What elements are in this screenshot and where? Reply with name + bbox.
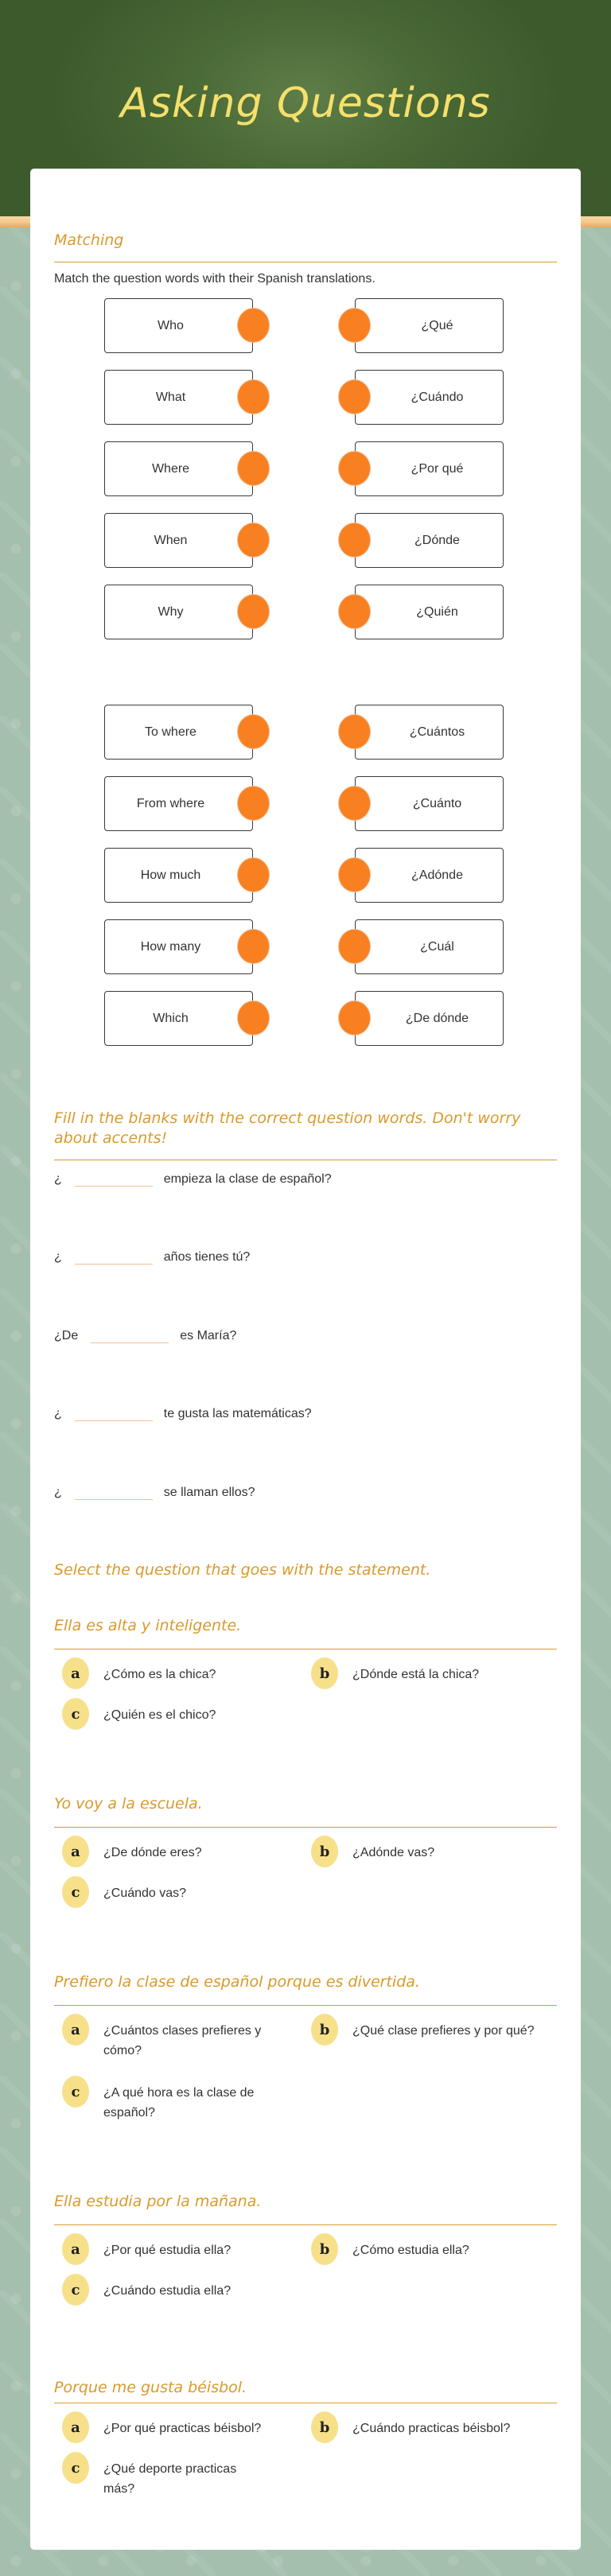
match-connector-dot[interactable] [237,714,270,749]
match-item-right[interactable]: ¿Qué [355,298,504,353]
option-letter-badge: a [62,1657,89,1689]
match-item-left[interactable]: Who [104,298,253,353]
option-a[interactable]: a ¿Cómo es la chica? [62,1657,278,1689]
question-statement: Prefiero la clase de español porque es divertida. [54,1973,420,1991]
match-connector-dot[interactable] [338,1000,371,1035]
option-c[interactable]: c ¿Cuándo estudia ella? [62,2274,278,2306]
match-connector-dot[interactable] [237,857,270,892]
match-connector-dot[interactable] [237,1000,270,1035]
match-item-left[interactable]: Why [104,585,253,639]
match-item-right[interactable]: ¿Quién [355,585,504,639]
fill-blank-row: ¿ empieza la clase de español? [54,1169,332,1187]
section-title-matching: Matching [54,231,124,249]
option-letter-badge: a [62,2411,89,2443]
option-letter-badge: a [62,1836,89,1867]
option-letter-badge: c [62,2452,89,2484]
option-b[interactable]: b ¿Cuándo practicas béisbol? [311,2411,575,2443]
question-statement: Ella es alta y inteligente. [54,1617,242,1634]
match-item-right[interactable]: ¿De dónde [355,991,504,1046]
option-c[interactable]: c ¿Cuándo vas? [62,1876,278,1908]
match-item-left[interactable]: Where [104,441,253,496]
worksheet-card [30,169,581,2550]
option-b[interactable]: b ¿Adónde vas? [311,1836,559,1867]
match-item-right[interactable]: ¿Adónde [355,848,504,903]
section-title-select: Select the question that goes with the statement. [54,1561,431,1579]
match-connector-dot[interactable] [237,523,270,558]
option-letter-badge: c [62,2076,89,2108]
option-letter-badge: b [311,1657,338,1689]
option-a[interactable]: a ¿Por qué estudia ella? [62,2233,278,2265]
section-divider [54,2224,557,2225]
match-connector-dot[interactable] [237,379,270,414]
fill-blank-row: ¿ te gusta las matemáticas? [54,1404,312,1421]
question-statement: Ella estudia por la mañana. [54,2193,262,2210]
match-item-right[interactable]: ¿Cuál [355,919,504,974]
question-statement: Porque me gusta béisbol. [54,2379,247,2396]
match-item-right[interactable]: ¿Dónde [355,513,504,568]
match-connector-dot[interactable] [338,929,371,964]
match-connector-dot[interactable] [338,308,371,343]
blank-input[interactable] [91,1326,169,1343]
match-connector-dot[interactable] [338,714,371,749]
match-item-left[interactable]: What [104,370,253,425]
fill-blank-row: ¿ se llaman ellos? [54,1482,255,1500]
option-b[interactable]: b ¿Qué clase prefieres y por qué? [311,2014,543,2046]
section-divider [54,2005,557,2006]
matching-instruction: Match the question words with their Spanish translations. [54,272,376,286]
option-letter-badge: b [311,2233,338,2265]
match-item-left[interactable]: When [104,513,253,568]
option-b[interactable]: b ¿Cómo estudia ella? [311,2233,559,2265]
option-a[interactable]: a ¿Por qué practicas béisbol? [62,2411,310,2443]
option-letter-badge: b [311,2014,338,2046]
option-letter-badge: c [62,1698,89,1730]
option-letter-badge: c [62,2274,89,2306]
match-connector-dot[interactable] [237,594,270,629]
match-item-right[interactable]: ¿Por qué [355,441,504,496]
blank-input[interactable] [75,1247,153,1265]
blank-input[interactable] [75,1169,153,1187]
match-connector-dot[interactable] [237,451,270,486]
page-title: Asking Questions [120,80,491,127]
match-item-right[interactable]: ¿Cuánto [355,776,504,831]
blank-input[interactable] [75,1482,153,1500]
match-connector-dot[interactable] [237,929,270,964]
match-item-left[interactable]: To where [104,705,253,760]
match-connector-dot[interactable] [338,451,371,486]
option-letter-badge: a [62,2233,89,2265]
section-divider [54,1827,557,1828]
option-a[interactable]: a ¿Cuántos clases prefieres y cómo? [62,2014,294,2061]
blank-input[interactable] [75,1404,153,1421]
question-statement: Yo voy a la escuela. [54,1795,203,1813]
match-item-left[interactable]: From where [104,776,253,831]
match-connector-dot[interactable] [338,523,371,558]
option-letter-badge: b [311,2411,338,2443]
option-c[interactable]: c ¿A qué hora es la clase de español? [62,2076,286,2123]
match-connector-dot[interactable] [237,786,270,821]
option-a[interactable]: a ¿De dónde eres? [62,1836,278,1867]
option-letter-badge: b [311,1836,338,1867]
section-title-fill-blanks: Fill in the blanks with the correct question words. Don't worry about accents! [54,1109,521,1147]
match-item-right[interactable]: ¿Cuándo [355,370,504,425]
fill-blank-row: ¿De es María? [54,1326,236,1343]
option-c[interactable]: c ¿Quién es el chico? [62,1698,278,1730]
option-letter-badge: c [62,1876,89,1908]
option-letter-badge: a [62,2014,89,2046]
match-connector-dot[interactable] [237,308,270,343]
match-connector-dot[interactable] [338,857,371,892]
match-item-left[interactable]: Which [104,991,253,1046]
fill-blank-row: ¿ años tienes tú? [54,1247,250,1265]
match-item-right[interactable]: ¿Cuántos [355,705,504,760]
match-connector-dot[interactable] [338,786,371,821]
option-c[interactable]: c ¿Qué deporte practicas más? [62,2452,263,2499]
option-b[interactable]: b ¿Dónde está la chica? [311,1657,559,1689]
match-connector-dot[interactable] [338,379,371,414]
match-item-left[interactable]: How much [104,848,253,903]
match-item-left[interactable]: How many [104,919,253,974]
match-connector-dot[interactable] [338,594,371,629]
